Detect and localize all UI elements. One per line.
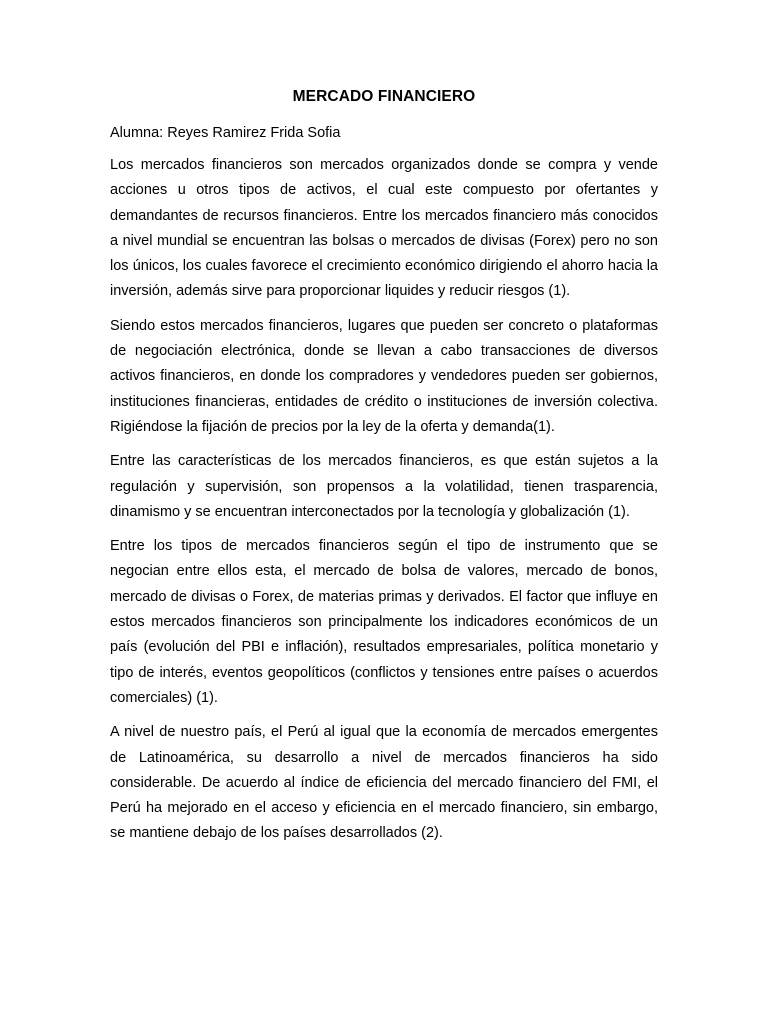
- author-line: Alumna: Reyes Ramirez Frida Sofia: [110, 125, 341, 141]
- paragraph-2: Siendo estos mercados financieros, lugares que pueden ser concreto o plataformas de negociación electrónica, donde se llevan a cabo transacciones de diversos activos financieros, en donde los compradores y vendedores pueden ser gobiernos, instituciones financieras, entidades de crédito o instituciones de inversión colectiva. Rigiéndose la fijación de precios por la ley de la oferta y demanda(1).: [110, 317, 658, 435]
- document-title: MERCADO FINANCIERO: [292, 88, 476, 105]
- paragraph-5: A nivel de nuestro país, el Perú al igual que la economía de mercados emergentes de Latinoamérica, su desarrollo a nivel de mercados financieros ha sido considerable. De acuerdo al índice de eficiencia del mercado financiero del FMI, el Perú ha mejorado en el acceso y eficiencia en el mercado financiero, sin embargo, se mantiene debajo de los países desarrollados (2).: [110, 724, 658, 842]
- paragraph-3: Entre las características de los mercados financieros, es que están sujetos a la regulación y supervisión, son propensos a la volatilidad, tienen trasparencia, dinamismo y se encuentran interconectados por la tecnología y globalización (1).: [110, 453, 658, 520]
- document-body: [110, 86, 658, 847]
- paragraph-4: Entre los tipos de mercados financieros según el tipo de instrumento que se negocian entre ellos esta, el mercado de bolsa de valores, mercado de bonos, mercado de divisas o Forex, de materias primas y derivados. El factor que influye en estos mercados financieros son principalmente los indicadores económicos de un país (evolución del PBI e inflación), resultados empresariales, política monetario y tipo de interés, eventos geopolíticos (conflictos y tensiones entre países o acuerdos comerciales) (1).: [110, 538, 658, 706]
- paragraph-1: Los mercados financieros son mercados organizados donde se compra y vende acciones u otros tipos de activos, el cual este compuesto por ofertantes y demandantes de recursos financieros. Entre los mercados financiero más conocidos a nivel mundial se encuentran las bolsas o mercados de divisas (Forex) pero no son los únicos, los cuales favorece el crecimiento económico dirigiendo el ahorro hacia la inversión, además sirve para proporcionar liquides y reducir riesgos (1).: [110, 157, 658, 300]
